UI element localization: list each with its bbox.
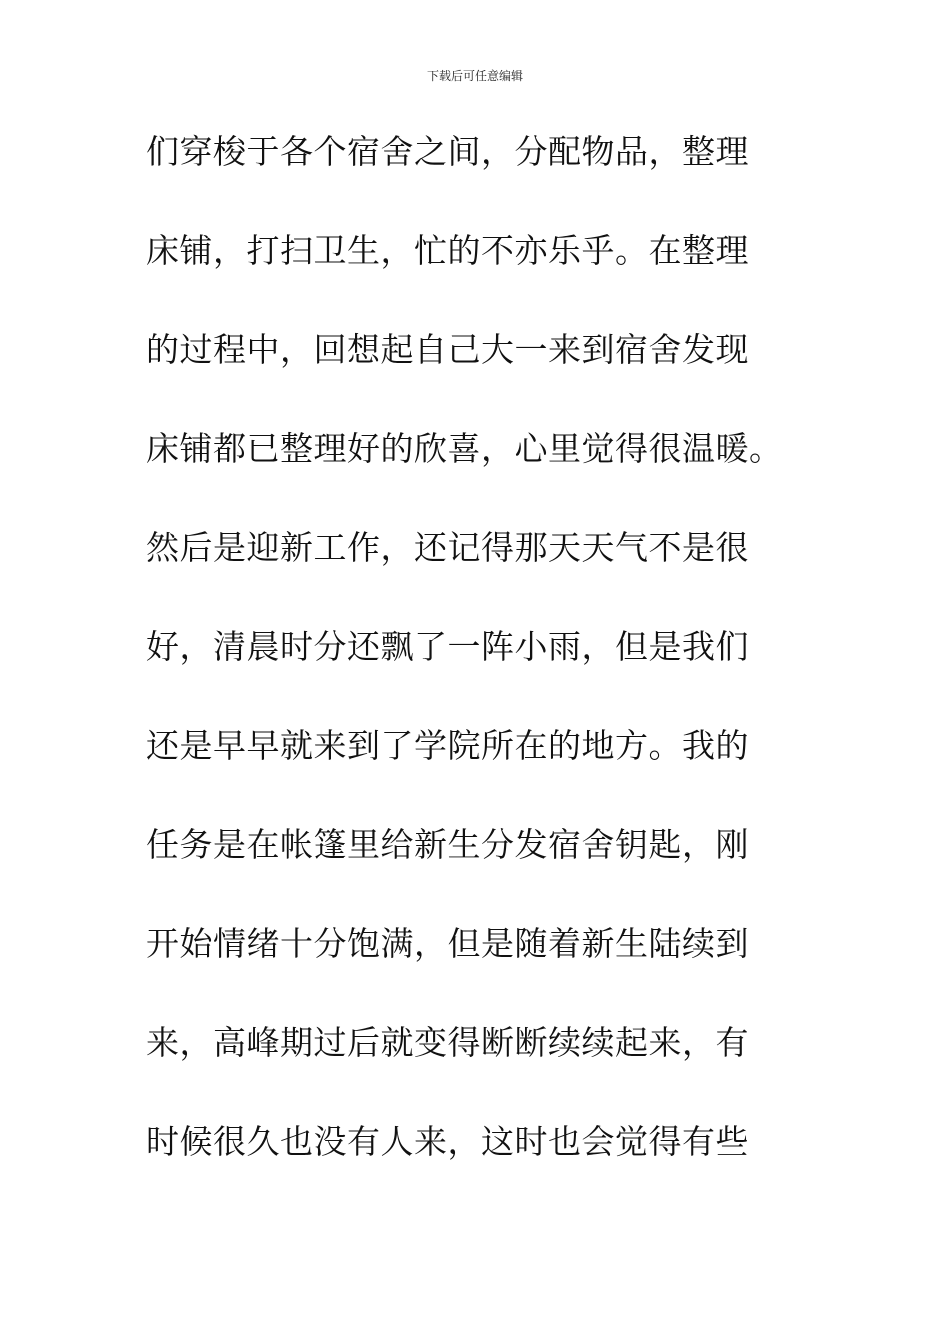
text-line: 好，清晨时分还飘了一阵小雨，但是我们 <box>146 627 749 666</box>
text-line: 的过程中，回想起自己大一来到宿舍发现 <box>146 330 749 369</box>
text-line: 来，高峰期过后就变得断断续续起来，有 <box>146 1023 749 1062</box>
text-line: 开始情绪十分饱满，但是随着新生陆续到 <box>146 924 749 963</box>
text-line: 时候很久也没有人来，这时也会觉得有些 <box>146 1122 749 1161</box>
text-line: 床铺都已整理好的欣喜，心里觉得很温暖。 <box>146 429 783 468</box>
body-text <box>146 128 796 1217</box>
text-line: 然后是迎新工作，还记得那天天气不是很 <box>146 528 749 567</box>
text-line: 们穿梭于各个宿舍之间，分配物品，整理 <box>146 132 749 171</box>
page-header: 下载后可任意编辑 <box>426 69 523 83</box>
text-line: 任务是在帐篷里给新生分发宿舍钥匙，刚 <box>146 825 749 864</box>
text-line: 床铺，打扫卫生，忙的不亦乐乎。在整理 <box>146 231 749 270</box>
text-line: 还是早早就来到了学院所在的地方。我的 <box>146 726 749 765</box>
